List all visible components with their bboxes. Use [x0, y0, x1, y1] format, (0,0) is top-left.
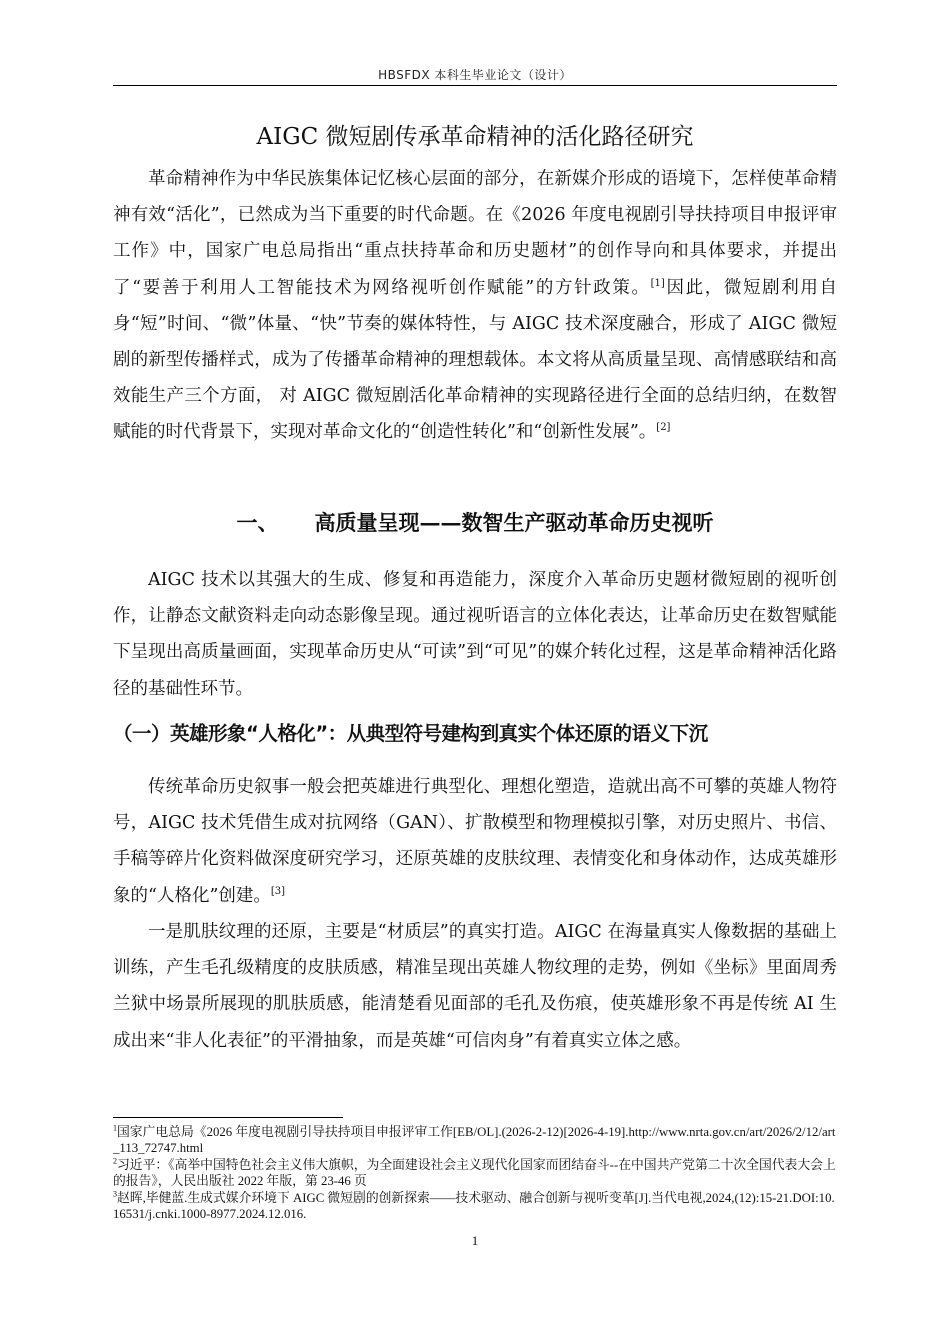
section-number: 一、 [236, 510, 279, 535]
paper-title: AIGC 微短剧传承革命精神的活化路径研究 [256, 124, 694, 150]
footnote-item [113, 1158, 837, 1189]
section-heading [113, 507, 837, 537]
footnote-ref-1[interactable]: [1] [650, 277, 665, 289]
footnote-ref-3[interactable]: [3] [270, 885, 286, 897]
subsection-paragraph-1-text: 传统革命历史叙事一般会把英雄进行典型化、理想化塑造，造就出高不可攀的英雄人物符号，AIGC 技术凭借生成对抗网络（GAN）、扩散模型和物理模拟引擎，对历史照片、书信、手稿等碎片化资料做深度研究学习，还原英雄的皮肤纹理、表情变化和身体动作，达成英雄形象的“人格化”创建。 [113, 777, 837, 906]
subsection-paragraph-2: 一是肌肤纹理的还原，主要是“材质层”的真实打造。AIGC 在海量真实人像数据的基础上训练，产生毛孔级精度的皮肤质感，精准呈现出英雄人物纹理的走势，例如《坐标》里面周秀兰狱中场景所展现的肌肤质感，能清楚看见面部的毛孔及伤痕，使英雄形象不再是传统 AI 生成出来“非人化表征”的平滑抽象，而是英雄“可信肉身”有着真实立体之感。 [113, 922, 837, 1051]
footnote-rule [113, 1117, 343, 1118]
subsection-paragraph-1 [113, 769, 837, 914]
document-page [113, 0, 837, 1344]
intro-text-a: 革命精神作为中华民族集体记忆核心层面的部分，在新媒介形成的语境下，怎样使革命精神有效“活化”，已然成为当下重要的时代命题。在《2026 年度电视剧引导扶持项目申报评审工作》中，国家广电总局指出“重点扶持革命和历史题材”的创作导向和具体要求，并提出了“要善于利用人工智能技术为网络视听创作赋能”的方针政策。 [113, 169, 837, 298]
section-paragraph: AIGC 技术以其强大的生成、修复和再造能力，深度介入革命历史题材微短剧的视听创作，让静态文献资料走向动态影像呈现。通过视听语言的立体化表达，让革命历史在数智赋能下呈现出高质量画面，实现革命历史从“可读”到“可见”的媒介转化过程，这是革命精神活化路径的基础性环节。 [113, 570, 837, 699]
intro-paragraph [113, 161, 837, 451]
subsection-heading: （一）英雄形象“人格化”：从典型符号建构到真实个体还原的语义下沉 [113, 722, 708, 745]
footnote-text: 赵晖,毕健蓝.生成式媒介环境下 AIGC 微短剧的创新探索——技术驱动、融合创新与视听变革[J].当代电视,2024,(12):15-21.DOI:10.16531/j.cnki.1000-8977.2024.12.016. [113, 1191, 835, 1221]
section-heading-text: 高质量呈现——数智生产驱动革命历史视听 [314, 510, 714, 535]
footnote-item [113, 1191, 837, 1222]
header-rule [113, 85, 837, 86]
footnote-text: 习近平：《高举中国特色社会主义伟大旗帜，为全面建设社会主义现代化国家而团结奋斗--在中国共产党第二十次全国代表大会上的报告》，人民出版社 2022 年版，第 23-46 页 [113, 1158, 836, 1188]
intro-text-b: 因此，微短剧利用自身“短”时间、“微”体量、“快”节奏的媒体特性，与 AIGC 技术深度融合，形成了 AIGC 微短剧的新型传播样式，成为了传播革命精神的理想载体。本文将从高质量呈现、高情感联结和高效能生产三个方面， 对 AIGC 微短剧活化革命精神的实现路径进行全面的总结归纳，在数智赋能的时代背景下，实现对革命文化的“创造性转化”和“创新性发展”。 [113, 277, 837, 443]
running-header: HBSFDX 本科生毕业论文（设计） [378, 68, 572, 82]
footnote-text: 国家广电总局《2026 年度电视剧引导扶持项目申报评审工作[EB/OL].(2026-2-12)[2026-4-19].http://www.nrta.gov.cn/art/2026/2/12/art_113_72747.html [113, 1125, 836, 1155]
footnote-mark: 3 [113, 1190, 117, 1200]
page-number: 1 [471, 1233, 479, 1248]
footnotes [113, 1125, 837, 1225]
footnote-mark: 2 [113, 1156, 117, 1166]
footnote-mark: 1 [113, 1123, 117, 1133]
footnote-ref-2[interactable]: [2] [656, 422, 671, 434]
footnote-item [113, 1125, 837, 1156]
